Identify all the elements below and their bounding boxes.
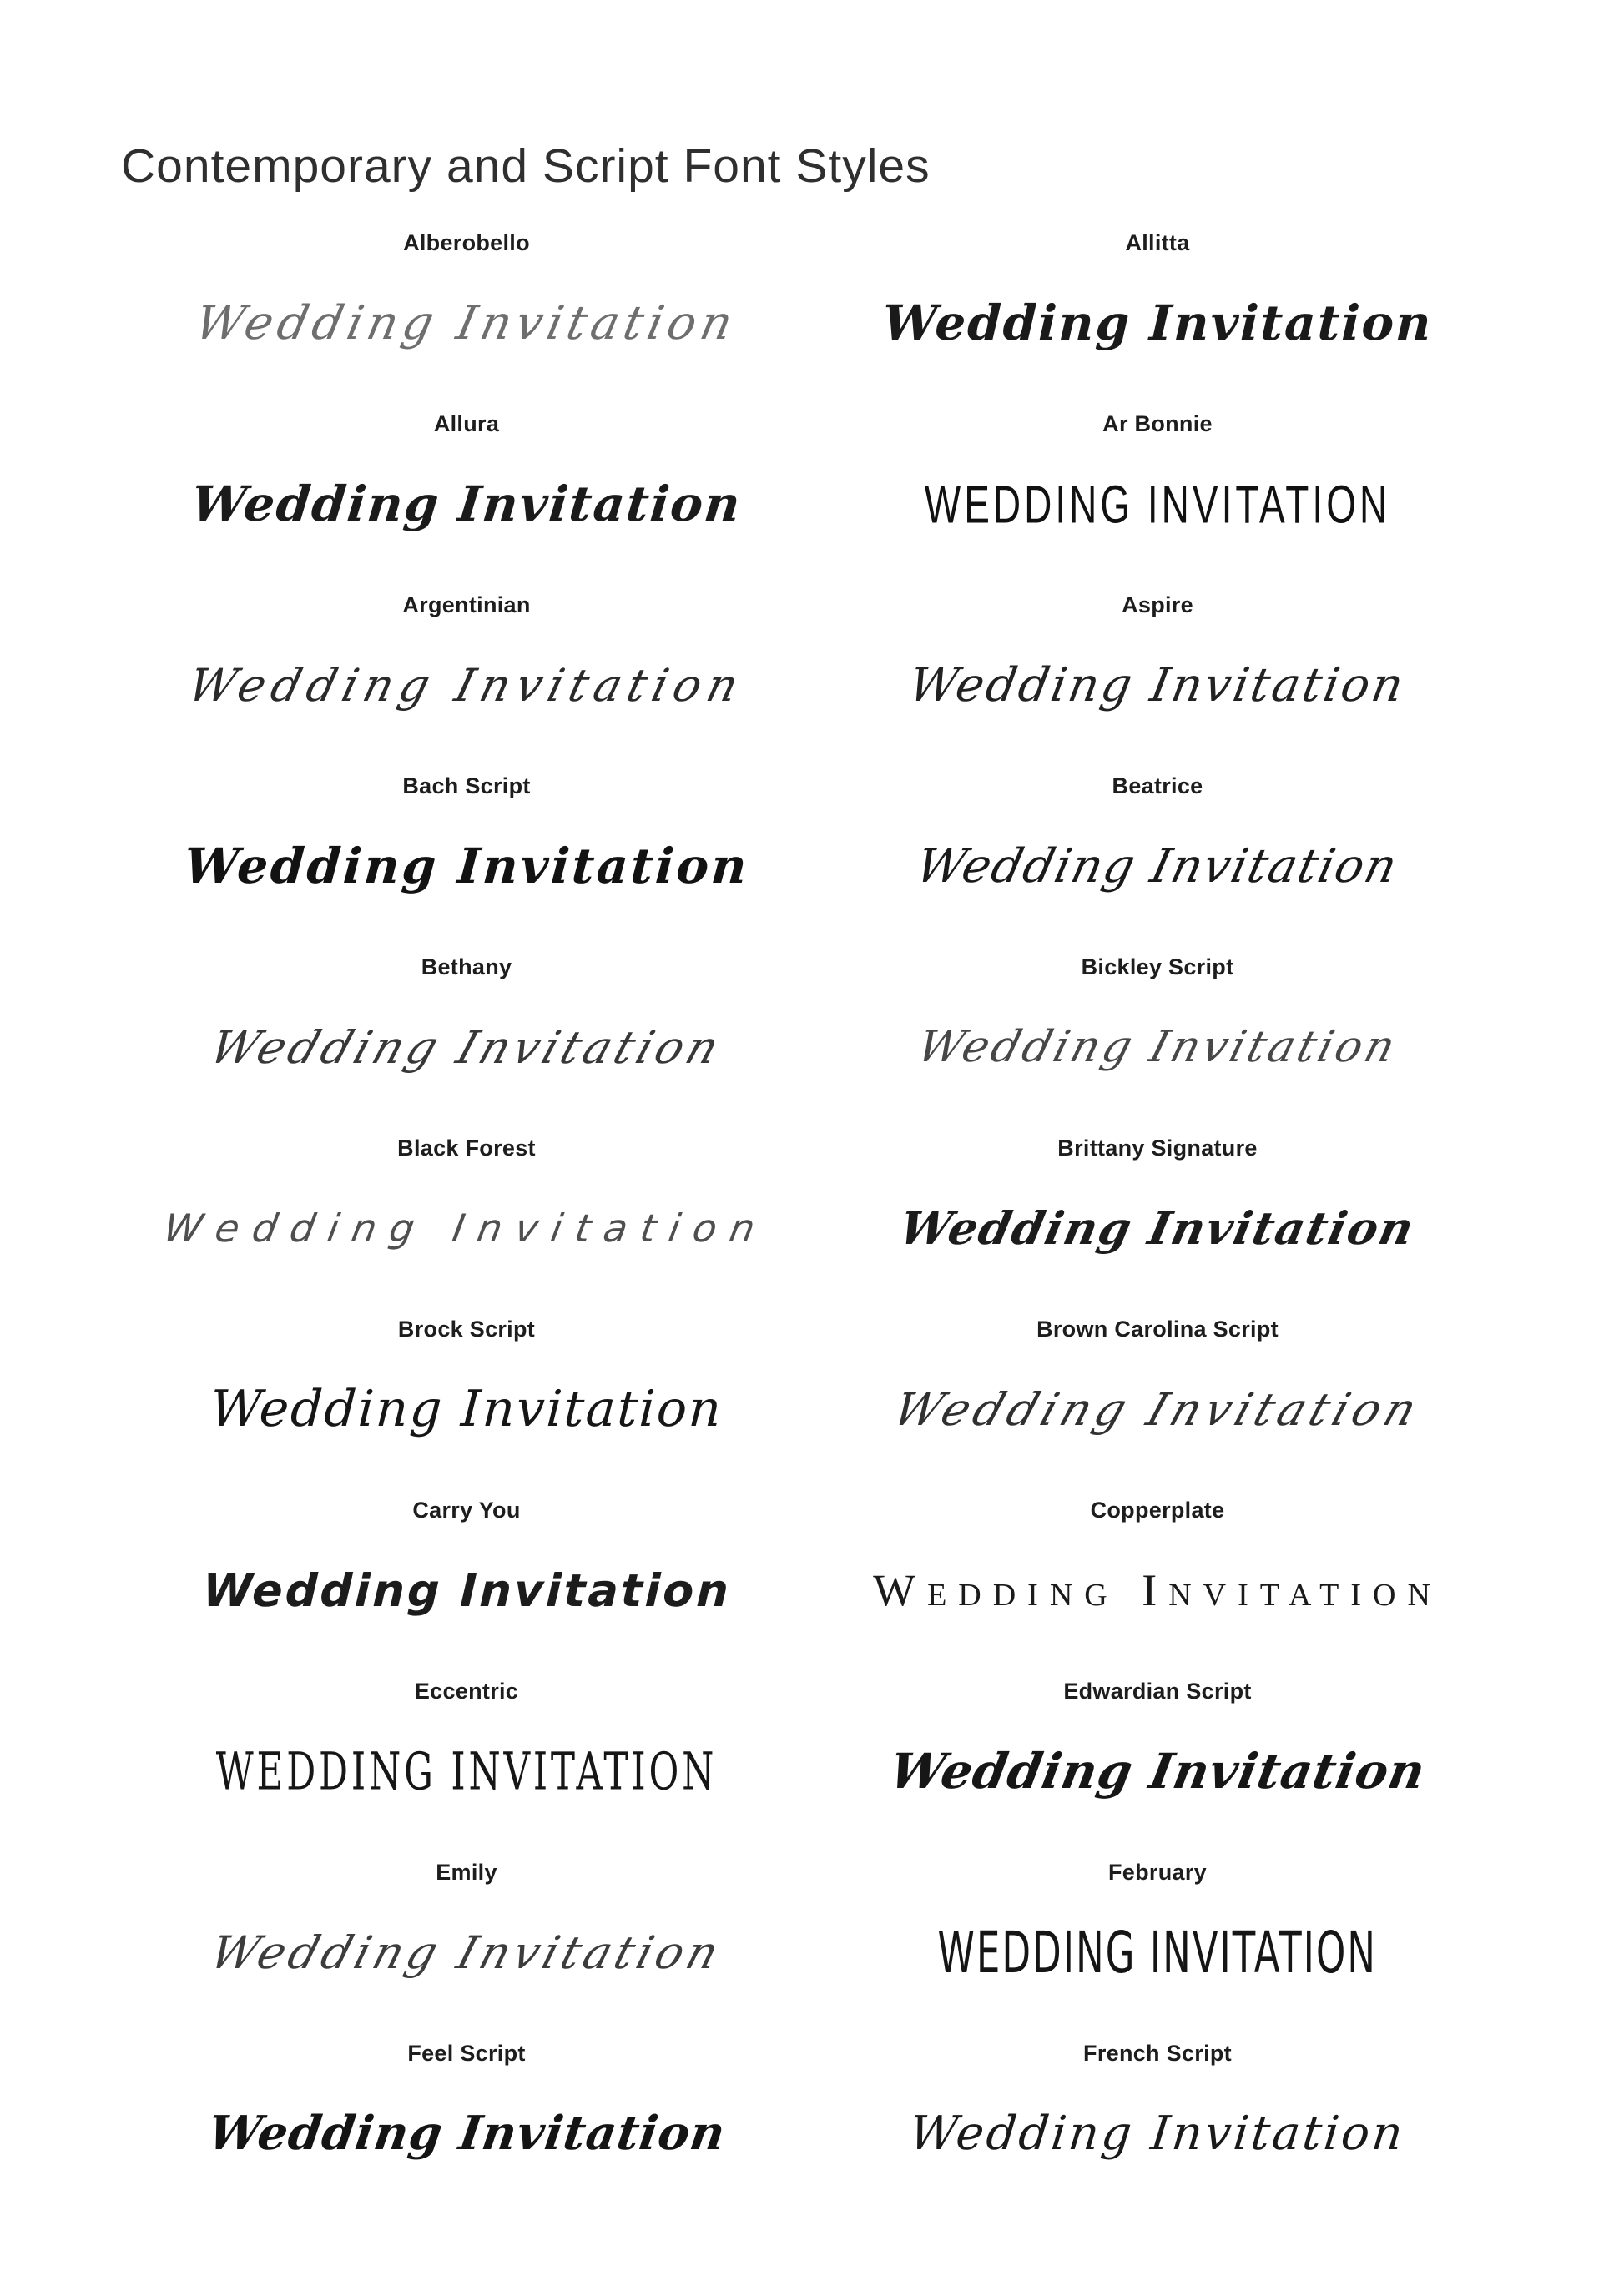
font-sample-text: Wedding Invitation (201, 1563, 732, 1617)
font-sample-wrap (812, 1886, 1503, 2019)
font-sample-wrap (812, 1161, 1503, 1295)
font-card (812, 1657, 1503, 1838)
font-card (121, 1657, 812, 1838)
font-sample-text: Wedding Invitation (895, 1201, 1420, 1255)
font-sample-wrap (121, 1704, 812, 1838)
font-name-label: Allura (433, 411, 500, 436)
font-card (812, 390, 1503, 571)
font-name-label: French Script (1083, 2041, 1232, 2066)
font-card (121, 390, 812, 571)
font-card (121, 1114, 812, 1295)
font-name-label: Alberobello (403, 230, 530, 255)
font-name-label: Brittany Signature (1057, 1135, 1258, 1161)
font-card (812, 2019, 1503, 2200)
font-name-label: Bickley Script (1081, 954, 1234, 979)
font-sample-wrap (812, 1704, 1503, 1838)
font-name-label: Aspire (1122, 592, 1193, 617)
font-sample-text: Wedding Invitation (203, 1020, 730, 1074)
font-sample-text: Wedding Invitation (911, 1022, 1404, 1072)
font-name-label: Black Forest (397, 1135, 536, 1161)
font-column-left (121, 209, 812, 2200)
font-card (121, 2019, 812, 2200)
font-sample-wrap (812, 618, 1503, 752)
font-sample-text: Wedding Invitation (204, 1926, 729, 1979)
font-name-label: Beatrice (1112, 773, 1203, 798)
font-name-label: Brown Carolina Script (1036, 1317, 1279, 1342)
font-name-label: Allitta (1125, 230, 1190, 255)
font-name-label: Carry You (412, 1498, 521, 1523)
font-card (812, 209, 1503, 390)
font-card (812, 933, 1503, 1114)
page-title: Contemporary and Script Font Styles (121, 139, 931, 194)
font-sample-text: WEDDING INVITATION (215, 1740, 718, 1802)
font-sample-text: Wedding Invitation (873, 1565, 1442, 1615)
font-sample-wrap (812, 437, 1503, 571)
font-sample-text: Wedding Invitation (190, 295, 743, 350)
font-sample-text: Wedding Invitation (881, 295, 1434, 351)
font-name-label: Eccentric (414, 1679, 519, 1704)
font-name-label: Feel Script (407, 2041, 526, 2066)
font-name-label: Argentinian (402, 592, 531, 617)
font-column-right (812, 209, 1503, 2200)
font-sample-text: Wedding Invitation (885, 1743, 1430, 1800)
font-sample-wrap (121, 1523, 812, 1657)
font-card (812, 752, 1503, 933)
font-name-label: Bach Script (402, 773, 531, 798)
font-sample-wrap (121, 1161, 812, 1295)
font-sample-wrap (812, 1523, 1503, 1657)
font-name-label: Brock Script (397, 1317, 536, 1342)
font-samples-grid (121, 209, 1503, 2200)
font-card (121, 1838, 812, 2019)
font-name-label: Copperplate (1090, 1498, 1225, 1523)
font-sample-wrap (812, 799, 1503, 933)
font-sample-wrap (121, 799, 812, 933)
font-sample-wrap (812, 256, 1503, 390)
font-sample-wrap (121, 1342, 812, 1476)
font-sample-wrap (121, 437, 812, 571)
font-name-label: Bethany (421, 954, 512, 979)
font-card (812, 571, 1503, 752)
font-sample-wrap (121, 618, 812, 752)
font-sample-text: Wedding Invitation (189, 476, 744, 532)
font-sample-wrap (121, 2067, 812, 2200)
font-card (121, 571, 812, 752)
font-card (812, 1838, 1503, 2019)
font-card (812, 1114, 1503, 1295)
font-sample-text: Wedding Invitation (183, 658, 750, 712)
font-sample-text: Wedding Invitation (905, 657, 1410, 712)
font-sample-text: WEDDING INVITATION (924, 473, 1391, 535)
font-sample-wrap (121, 980, 812, 1114)
font-card (812, 1295, 1503, 1476)
font-sample-text: Wedding Invitation (886, 1382, 1429, 1436)
font-sample-text: WEDDING INVITATION (937, 1918, 1378, 1986)
font-sample-wrap (812, 2067, 1503, 2200)
font-sample-text: Wedding Invitation (204, 2106, 729, 2161)
font-card (121, 1295, 812, 1476)
font-sample-wrap (121, 1886, 812, 2019)
font-name-label: February (1108, 1860, 1207, 1885)
font-card (121, 1476, 812, 1657)
font-sample-text: Wedding Invitation (906, 2106, 1409, 2161)
font-name-label: Edwardian Script (1063, 1679, 1252, 1704)
font-card (121, 209, 812, 390)
font-sample-wrap (812, 980, 1503, 1114)
font-sample-text: Wedding Invitation (209, 1380, 724, 1438)
font-sample-text: Wedding Invitation (910, 838, 1405, 894)
font-sample-text: Wedding Invitation (160, 1206, 773, 1251)
font-card (812, 1476, 1503, 1657)
font-name-label: Ar Bonnie (1102, 411, 1213, 436)
font-name-label: Emily (436, 1860, 497, 1885)
font-card (121, 752, 812, 933)
font-sample-wrap (812, 1342, 1503, 1476)
font-card (121, 933, 812, 1114)
font-sample-wrap (121, 256, 812, 390)
font-sample-text: Wedding Invitation (182, 838, 751, 894)
